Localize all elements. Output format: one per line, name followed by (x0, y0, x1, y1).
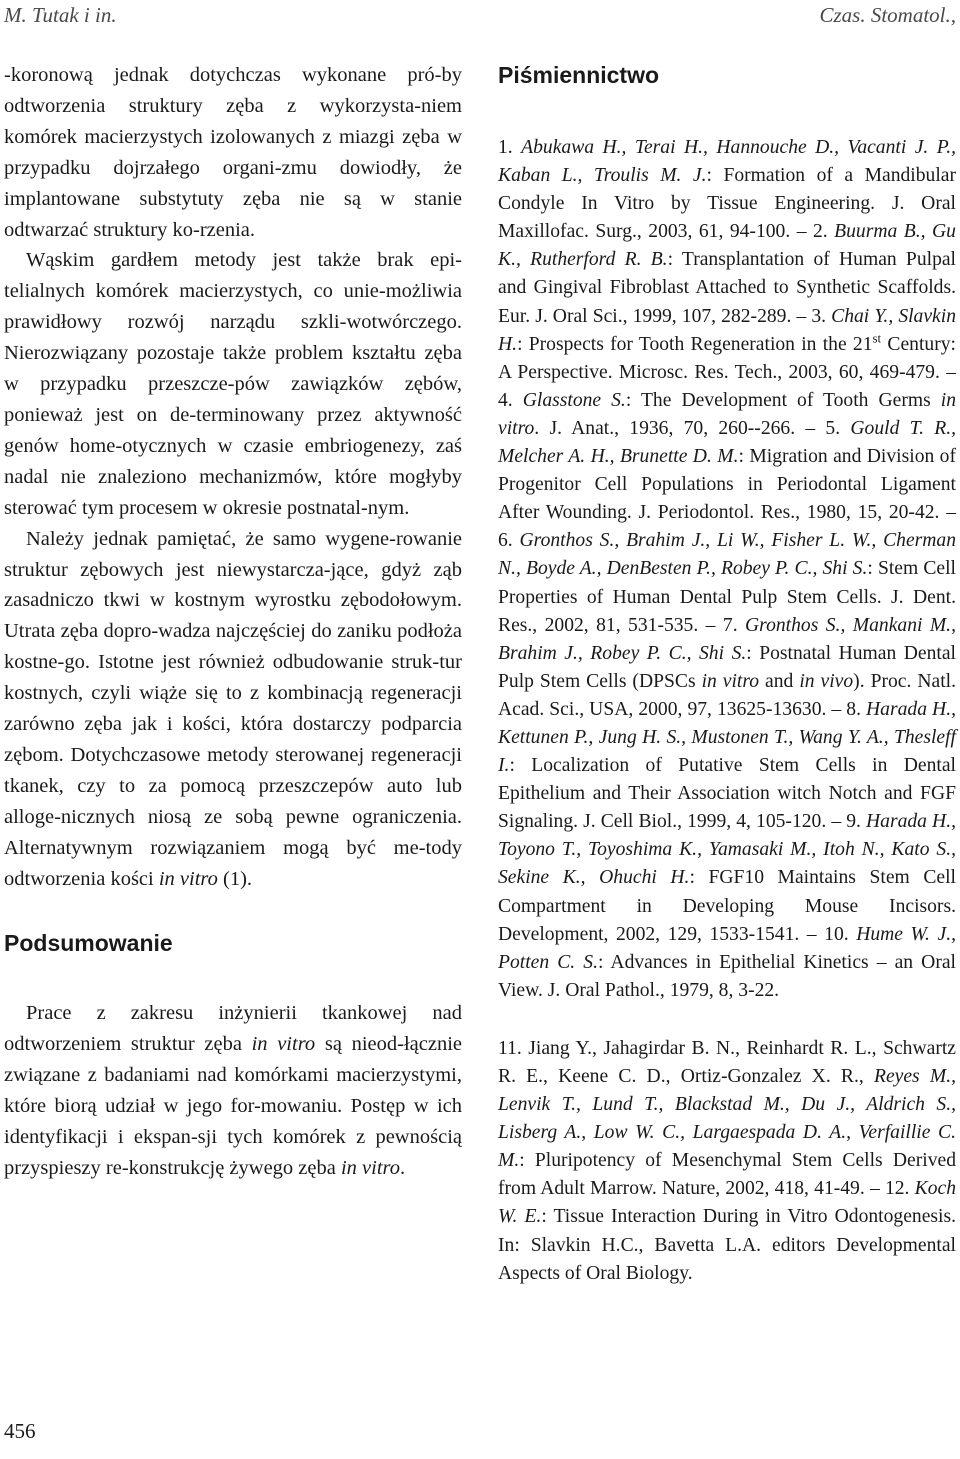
summary-text-3: . (400, 1157, 406, 1179)
page-number: 456 (4, 1419, 36, 1443)
summary-italic-2: in vitro (340, 1157, 400, 1179)
reference-authors: Harada H., Kettunen P., Jung H. S., Mustonen T., Wang Y. A., Thesleff I. (498, 698, 956, 777)
reference-text: : Postnatal Human Dental Pulp Stem Cells (DPSCs (498, 642, 957, 692)
summary-text-2: są nieod-łącznie związane z badaniami nad komórkami macierzystymi, które biorą udział w jego for-mowaniu. Postęp w ich identyfikacji i ekspan-sji tych komórek z pewnością przyspieszy re-konstrukcję żywego zęba (4, 1033, 462, 1179)
reference-text: : Transplantation of Human Pulpal and Gingival Fibroblast Attached to Synthetic Scaffolds. Eur. J. Oral Sci., 1999, 107, 282-289. – 3. (498, 249, 957, 327)
reference-text: 1. (498, 137, 522, 158)
running-head-authors: M. Tutak i in. (4, 3, 117, 27)
body-paragraph-3 (4, 524, 462, 895)
reference-text: Century: A Perspective. Microsc. Res. Tech., 2003, 60, 469-479. – 4. (498, 333, 956, 411)
running-head-journal: Czas. Stomatol., (819, 3, 956, 27)
body-paragraph-1: -koronową jednak dotychczas wykonane pró-by odtworzenia struktury zęba z wykorzysta-niem komórek macierzystych izolowanych z miazgi zęba w przypadku dojrzałego organi-zmu dowiodły, że implantowane substytuty zęba nie są w stanie odtwarzać struktury ko-rzenia. (4, 64, 462, 241)
summary-italic-1: in vitro (251, 1033, 316, 1056)
reference-text: : Advances in Epithelial Kinetics – an Oral View. J. Oral Pathol., 1979, 8, 3-22. (498, 951, 956, 1001)
right-column (498, 60, 956, 1288)
reference-text: : FGF10 Maintains Stem Cell Compartment in Developing Mouse Incisors. Development, 2002, 129, 1533-1541. – 10. (498, 867, 956, 945)
reference-authors: in vitro (498, 389, 957, 439)
body-paragraph-3-italic: in vitro (158, 867, 218, 890)
reference-text: and (759, 670, 800, 692)
reference-text: : Localization of Putative Stem Cells in Dental Epithelium and Their Association witch Notch and FGF Signaling. J. Cell Biol., 1999, 4, 105-120. – 9. (498, 755, 956, 833)
body-paragraph-2: Wąskim gardłem metody jest także brak epi-telialnych komórek macierzystych, co unie-możliwia prawidłowy rozwój narządu szkli-wotwórczego. Nierozwiązany pozostaje także problem kształtu zęba w przypadku przeszcze-pów zawiązków zębów, ponieważ jest on de-terminowany przez aktywność genów home-otycznych w czasie embriogenezy, zaś nadal nie znaleziono mechanizmów, które mogłyby sterować tym procesem w okresie postnatal-nym. (4, 249, 462, 519)
reference-authors: Reyes M., Lenvik T., Lund T., Blackstad M., Du J., Aldrich S., Lisberg A., Low W. C., Largaespada D. A., Verfaillie C. M. (498, 1066, 957, 1172)
reference-text: : Tissue Interaction During in Vitro Odontogenesis. In: Slavkin H.C., Bavetta L.A. editors Developmental Aspects of Oral Biology. (498, 1206, 957, 1284)
summary-paragraph (4, 998, 462, 1183)
summary-heading: Podsumowanie (4, 930, 173, 957)
reference-authors: in vivo (799, 670, 854, 692)
reference-authors: in vitro (701, 670, 760, 692)
reference-authors: Glasstone S. (522, 389, 626, 411)
reference-text: . J. Anat., 1936, 70, 260--266. – 5. (534, 417, 851, 439)
body-paragraph-3-tail: (1). (217, 867, 253, 890)
reference-authors: Abukawa H., Terai H., Hannouche D., Vacanti J. P., Kaban L., Troulis M. J. (498, 137, 956, 187)
reference-text: : The Development of Tooth Germs (625, 389, 941, 411)
reference-authors: Koch W. E. (498, 1178, 956, 1228)
reference-text: : Prospects for Tooth Regeneration in the 21 (517, 333, 873, 355)
reference-authors: Buurma B., Gu K., Rutherford R. B. (498, 221, 956, 271)
reference-text: : Pluripotency of Mesenchymal Stem Cells Derived from Adult Marrow. Nature, 2002, 418, 41-49. – 12. (498, 1150, 956, 1200)
reference-authors: Hume W. J., Potten C. S. (498, 923, 956, 973)
reference-text: : Migration and Division of Progenitor Cell Populations in Periodontal Ligament After Wounding. J. Periodontol. Res., 1980, 15, 20-42. – 6. (498, 446, 957, 552)
references-block-1 (498, 134, 956, 1005)
reference-authors: Chai Y., Slavkin H. (498, 305, 956, 355)
reference-text: 11. Jiang Y., Jahagirdar B. N., Reinhardt R. L., Schwartz R. E., Keene C. D., Ortiz-Gonzalez X. R., (498, 1037, 956, 1087)
reference-text: : Formation of a Mandibular Condyle In Vitro by Tissue Engineering. J. Oral Maxillofac. Surg., 2003, 61, 94-100. – 2. (498, 165, 956, 243)
reference-authors: Harada H., Toyono T., Toyoshima K., Yamasaki M., Itoh N., Kato S., Sekine K., Ohuchi H. (498, 811, 956, 889)
reference-text: : Stem Cell Properties of Human Dental Pulp Stem Cells. J. Dent. Res., 2002, 81, 531-535. – 7. (498, 558, 957, 636)
reference-text: ). Proc. Natl. Acad. Sci., USA, 2000, 97, 13625-13630. – 8. (498, 670, 956, 720)
references-block-2 (498, 1035, 956, 1288)
reference-authors: Gronthos S., Brahim J., Li W., Fisher L. W., Cherman N., Boyde A., DenBesten P., Robey P. C., Shi S. (498, 530, 957, 580)
reference-superscript: st (872, 330, 882, 346)
reference-authors: Gould T. R., Melcher A. H., Brunette D. M. (498, 417, 957, 468)
references-heading: Piśmiennictwo (498, 62, 660, 88)
body-paragraph-3-text: Należy jednak pamiętać, że samo wygene-rowanie struktur zębowych jest niewystarcza-jące, gdyż ząb zasadniczo tkwi w kostnym wyrostku zębodołowym. Utrata zęba dopro-wadza najczęściej do zaniku podłoża kostne-go. Istotne jest również odbudowanie struk-tur kostnych, czyli wiąże się to z kombinacją regeneracji zarówno zęba jak i kości, która dostarczy podparcia zębom. Dotychczasowe metody sterowanej regeneracji tkanek, czy to za pomocą przeszczepów auto lub alloge-nicznych niosą ze sobą pewne ograniczenia. Alternatywnym rozwiązaniem mogą być me-tody odtworzenia kości (4, 527, 462, 890)
reference-authors: Gronthos S., Mankani M., Brahim J., Robey P. C., Shi S. (498, 614, 956, 664)
summary-text-1: Prace z zakresu inżynierii tkankowej nad odtworzeniem struktur zęba (4, 1002, 462, 1056)
left-column (4, 60, 462, 1184)
